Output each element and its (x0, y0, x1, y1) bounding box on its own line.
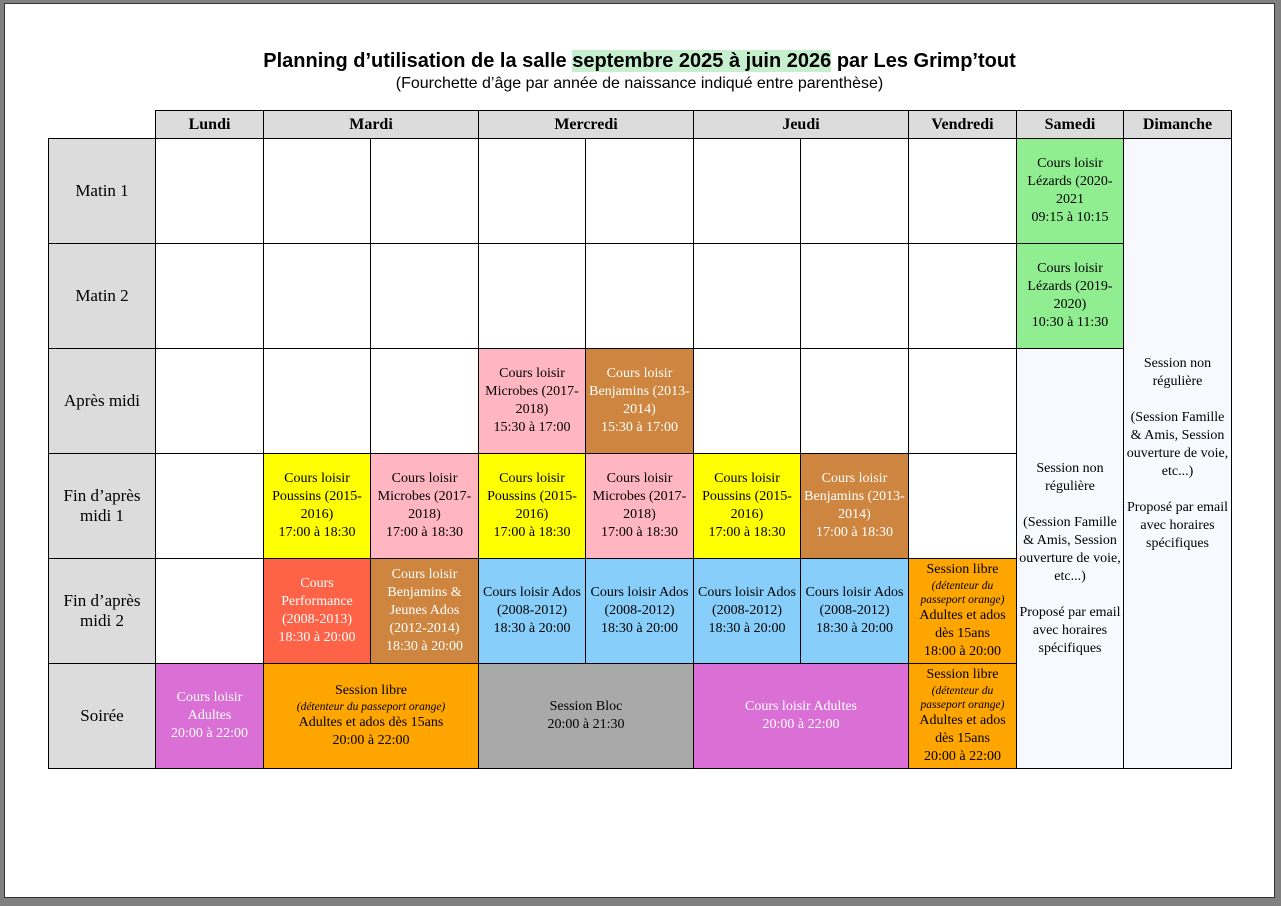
slot-vendredi-finam2 (909, 559, 1017, 664)
slot-name: Cours loisir Poussins (2015-2016) (272, 471, 362, 522)
empty-cell (586, 139, 694, 244)
slot-mardi-finam1-a (264, 454, 371, 559)
slot-name: Cours loisir Benjamins & Jeunes Ados (2012-2014) (387, 567, 462, 636)
slot-time: 18:30 à 20:00 (601, 621, 678, 636)
slot-name: Cours loisir Microbes (2017-2018) (592, 471, 687, 522)
empty-cell (801, 349, 909, 454)
empty-cell (479, 139, 586, 244)
row-matin1 (49, 139, 1232, 244)
session-title: Session non régulière (1036, 460, 1104, 494)
slot-samedi-matin2 (1017, 244, 1124, 349)
slot-time: 18:30 à 20:00 (278, 630, 356, 645)
empty-cell (371, 349, 479, 454)
row-label-soiree: Soirée (49, 664, 156, 769)
row-label-finam1: Fin d’après midi 1 (49, 454, 156, 559)
day-lundi: Lundi (156, 111, 264, 139)
page-subtitle: (Fourchette d’âge par année de naissance indiqué entre parenthèse) (395, 75, 884, 92)
slot-name: Cours loisir Ados (2008-2012) (697, 585, 796, 618)
page-title (5, 50, 1274, 73)
slot-samedi-session (1017, 349, 1124, 769)
slot-time: 15:30 à 17:00 (601, 420, 678, 435)
slot-note: (détenteur du passeport orange) (296, 701, 446, 713)
empty-cell (156, 244, 264, 349)
slot-time: 18:30 à 20:00 (386, 639, 463, 654)
row-matin2 (49, 244, 1232, 349)
slot-mardi-finam2-b (371, 559, 479, 664)
slot-name: Cours loisir Ados (2008-2012) (590, 585, 689, 618)
slot-time: 17:00 à 18:30 (601, 525, 678, 540)
slot-time: 17:00 à 18:30 (386, 525, 463, 540)
row-apresmidi (49, 349, 1232, 454)
slot-mercredi-finam1-a (479, 454, 586, 559)
day-samedi: Samedi (1017, 111, 1124, 139)
slot-name: Cours loisir Microbes (2017-2018) (485, 366, 579, 417)
empty-cell (909, 454, 1017, 559)
slot-name: Cours loisir Microbes (2017-2018) (377, 471, 472, 522)
slot-mercredi-finam2-b (586, 559, 694, 664)
row-label-apresmidi: Après midi (49, 349, 156, 454)
slot-lundi-soiree (156, 664, 264, 769)
slot-time: 17:00 à 18:30 (708, 525, 786, 540)
title-suffix: par Les Grimp’tout (831, 50, 1016, 72)
slot-name: Cours loisir Benjamins (2013-2014) (589, 366, 690, 417)
slot-name: Cours loisir Ados (2008-2012) (805, 585, 904, 618)
slot-jeudi-finam2-b (801, 559, 909, 664)
empty-cell (909, 139, 1017, 244)
slot-name: Cours loisir Adultes (744, 699, 857, 714)
slot-time: 15:30 à 17:00 (493, 420, 571, 435)
slot-time: 20:00 à 22:00 (762, 717, 840, 732)
slot-time: 20:00 à 21:30 (547, 717, 625, 732)
slot-samedi-matin1 (1017, 139, 1124, 244)
session-title: Session non régulière (1143, 355, 1212, 389)
slot-mercredi-finam1-b (586, 454, 694, 559)
slot-note: (détenteur du passeport orange) (920, 685, 1005, 711)
slot-time: 09:15 à 10:15 (1031, 210, 1109, 225)
day-mercredi: Mercredi (479, 111, 694, 139)
empty-cell (694, 244, 801, 349)
slot-mercredi-finam2-a (479, 559, 586, 664)
day-dimanche: Dimanche (1124, 111, 1232, 139)
empty-cell (801, 139, 909, 244)
day-jeudi: Jeudi (694, 111, 909, 139)
empty-cell (694, 349, 801, 454)
slot-who: Adultes et ados dès 15ans (919, 713, 1006, 746)
slot-name: Cours loisir Lézards (2020-2021 (1027, 156, 1113, 207)
empty-cell (909, 349, 1017, 454)
slot-name: Cours loisir Lézards (2019-2020) (1027, 261, 1113, 312)
slot-jeudi-finam1-b (801, 454, 909, 559)
slot-name: Cours Performance (2008-2013) (281, 576, 353, 627)
row-label-matin2: Matin 2 (49, 244, 156, 349)
slot-mardi-finam1-b (371, 454, 479, 559)
row-label-matin1: Matin 1 (49, 139, 156, 244)
slot-who: Adultes et ados dès 15ans (298, 715, 444, 730)
slot-name: Session Bloc (549, 699, 623, 714)
slot-who: Adultes et ados dès 15ans (919, 608, 1006, 641)
slot-time: 17:00 à 18:30 (493, 525, 571, 540)
slot-jeudi-finam1-a (694, 454, 801, 559)
slot-mardi-finam2-a (264, 559, 371, 664)
corner-cell (49, 111, 156, 139)
empty-cell (909, 244, 1017, 349)
empty-cell (586, 244, 694, 349)
slot-dimanche-session (1124, 139, 1232, 769)
row-label-finam2: Fin d’après midi 2 (49, 559, 156, 664)
slot-jeudi-soiree (694, 664, 909, 769)
session-details: (Session Famille & Amis, Session ouverture de voie, etc...) (1126, 409, 1229, 479)
slot-note: (détenteur du passeport orange) (920, 580, 1005, 606)
slot-time: 17:00 à 18:30 (278, 525, 356, 540)
day-mardi: Mardi (264, 111, 479, 139)
slot-time: 10:30 à 11:30 (1031, 315, 1109, 330)
empty-cell (264, 349, 371, 454)
slot-time: 20:00 à 22:00 (332, 733, 410, 748)
empty-cell (801, 244, 909, 349)
empty-cell (156, 559, 264, 664)
slot-name: Cours loisir Poussins (2015-2016) (702, 471, 792, 522)
slot-name: Cours loisir Ados (2008-2012) (482, 585, 581, 618)
slot-name: Session libre (926, 667, 999, 682)
slot-time: 17:00 à 18:30 (816, 525, 893, 540)
slot-name: Cours loisir Adultes (176, 690, 243, 723)
slot-time: 18:30 à 20:00 (816, 621, 893, 636)
day-vendredi: Vendredi (909, 111, 1017, 139)
title-highlight: septembre 2025 à juin 2026 (572, 50, 832, 72)
empty-cell (371, 139, 479, 244)
empty-cell (156, 349, 264, 454)
empty-cell (264, 139, 371, 244)
document-page (4, 3, 1275, 898)
slot-name: Cours loisir Benjamins (2013-2014) (804, 471, 905, 522)
slot-mercredi-soiree (479, 664, 694, 769)
planning-table (48, 110, 1232, 769)
slot-time: 18:30 à 20:00 (708, 621, 786, 636)
empty-cell (264, 244, 371, 349)
slot-mercredi-apresmidi-a (479, 349, 586, 454)
session-note: Proposé par email avec horaires spécifiques (1019, 604, 1121, 656)
slot-time: 18:00 à 20:00 (924, 644, 1001, 659)
slot-name: Cours loisir Poussins (2015-2016) (487, 471, 577, 522)
empty-cell (371, 244, 479, 349)
slot-name: Session libre (335, 683, 407, 698)
slot-time: 18:30 à 20:00 (493, 621, 571, 636)
empty-cell (694, 139, 801, 244)
session-details: (Session Famille & Amis, Session ouverture de voie, etc...) (1019, 514, 1121, 584)
empty-cell (479, 244, 586, 349)
empty-cell (156, 454, 264, 559)
slot-jeudi-finam2-a (694, 559, 801, 664)
title-prefix: Planning d’utilisation de la salle (263, 50, 573, 72)
slot-time: 20:00 à 22:00 (924, 749, 1001, 764)
slot-mardi-soiree (264, 664, 479, 769)
slot-name: Session libre (926, 562, 999, 577)
session-note: Proposé par email avec horaires spécifiques (1126, 499, 1229, 551)
slot-vendredi-soiree (909, 664, 1017, 769)
slot-mercredi-apresmidi-b (586, 349, 694, 454)
header-row (49, 111, 1232, 139)
slot-time: 20:00 à 22:00 (171, 726, 248, 741)
empty-cell (156, 139, 264, 244)
